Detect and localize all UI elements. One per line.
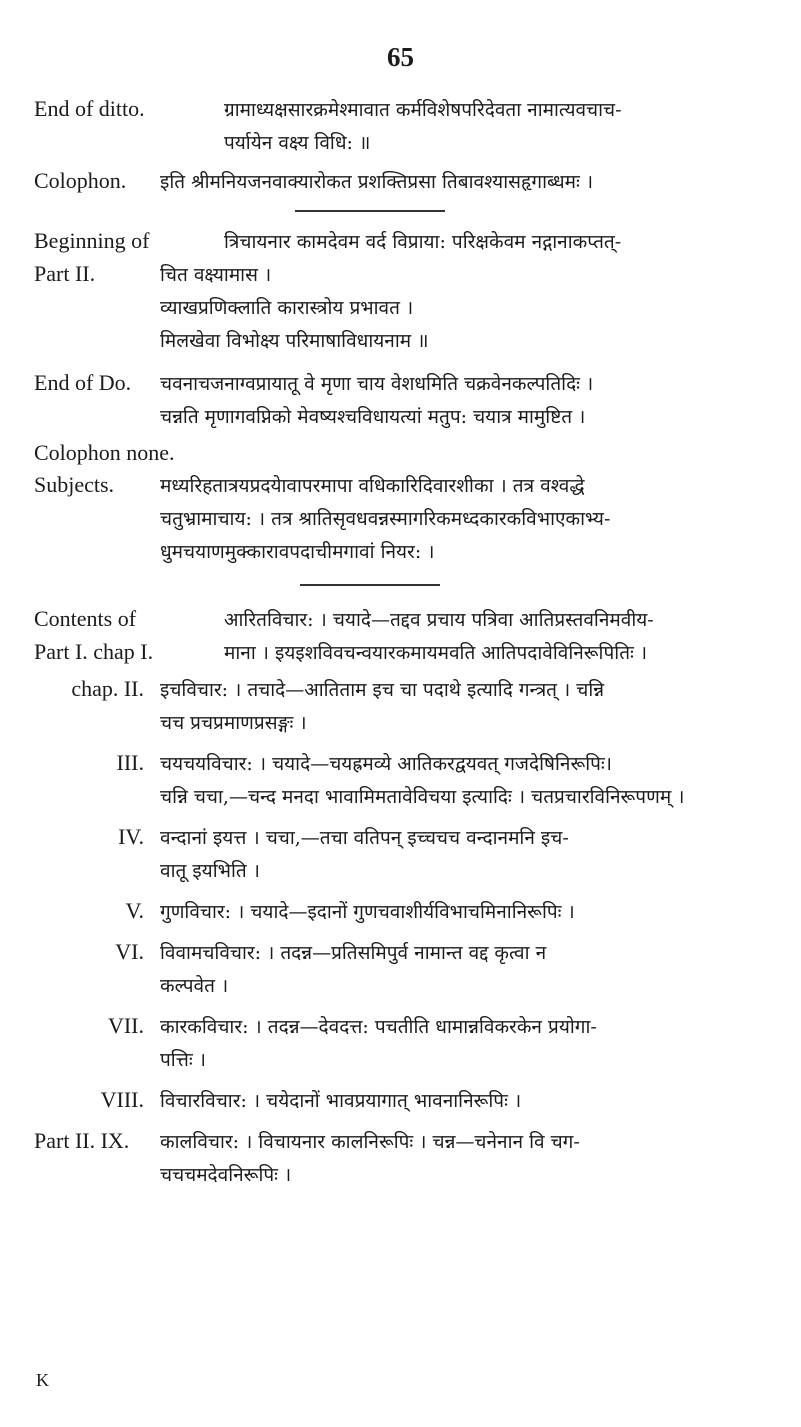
chapter-number: V. — [125, 898, 144, 923]
entry-label: Colophon. — [34, 168, 127, 193]
devanagari-line: चच प्रचप्रमाणप्रसङ्गः । — [160, 712, 307, 734]
section-divider — [295, 210, 445, 212]
chapter-entry — [34, 1085, 779, 1118]
devanagari-line: चन्नि चचा,—चन्द मनदा भावामिमतावेविचया इत्यादिः । चतप्रचारविनिरूपणम् । — [160, 786, 685, 808]
devanagari-line: पर्यायेन वक्ष्य विधि: ॥ — [224, 132, 371, 154]
chapter-entry — [34, 1011, 779, 1044]
devanagari-line: कालविचार: । विचायनार कालनिरूपिः । चन्न—चनेनान वि चग- — [160, 1131, 580, 1153]
chapter-number: III. — [116, 750, 144, 775]
devanagari-line: चयचयविचार: । चयादे—चयह्रमव्ये आतिकरद्वयवत् गजदेषिनिरूपिः। — [160, 753, 612, 775]
devanagari-line: व्याखप्रणिक्लाति कारास्त्रोय प्रभावत । — [160, 297, 414, 319]
end-of-do-entry — [34, 368, 779, 434]
colophon-entry — [34, 166, 779, 199]
entry-label: Part II. — [34, 261, 96, 286]
devanagari-line: गुणविचार: । चयादे—इदानों गुणचवाशीर्यविभाचमिनानिरूपिः । — [160, 901, 575, 923]
devanagari-line: वन्दानां इयत्त । चचा,—तचा वतिपन् इच्चचच वन्दानमनि इच- — [160, 827, 569, 849]
devanagari-line: मध्यरिहतात्रयप्रदयेावापरमापा वधिकारिदिवारशीका । तत्र वश्वद्धे — [160, 475, 585, 497]
devanagari-line: मिलखेवा विभोक्ष्य परिमाषाविधायनाम ॥ — [160, 330, 429, 352]
devanagari-line: कल्पवेत । — [160, 975, 229, 997]
entry-label: Part II. IX. — [34, 1128, 130, 1153]
entry-label: Colophon none. — [34, 440, 175, 465]
chapter-entry — [34, 937, 779, 970]
entry-label: Part I. chap I. — [34, 639, 154, 664]
page-number: 65 — [387, 42, 414, 72]
signature-mark: K — [36, 1370, 49, 1390]
devanagari-line: इचविचार: । तचादे—आतिताम इच चा पदाथे इत्यादि गन्त्रत् । चन्नि — [160, 679, 605, 701]
devanagari-line: माना । इयइशविवचन्वयारकमायमवति आतिपदावेविनिरूपितिः । — [224, 642, 648, 664]
devanagari-line: विवामचविचार: । तदन्न—प्रतिसमिपुर्व नामान्त वद्द कृत्वा न — [160, 942, 547, 964]
colophon-none-entry — [34, 438, 779, 468]
chapter-number: chap. II. — [71, 676, 144, 701]
contents-entry — [34, 604, 779, 1192]
entry-label: End of Do. — [34, 370, 132, 395]
devanagari-line: आरितविचार: । चयादे—तद्दव प्रचाय पत्रिवा आतिप्रस्तवनिमवीय- — [224, 609, 654, 631]
chapter-number: VII. — [107, 1013, 144, 1038]
subjects-entry — [34, 470, 779, 569]
devanagari-line: धुमचयाणमुक्कारावपदाचीमगावां नियर: । — [160, 541, 435, 563]
end-of-ditto-entry — [34, 94, 779, 160]
chapter-number: VIII. — [100, 1087, 144, 1112]
entry-label: End of ditto. — [34, 96, 145, 121]
chapter-entry — [34, 896, 779, 929]
devanagari-line: कारकविचार: । तदन्न—देवदत्त: पचतीति धामान्नविकरकेन प्रयोगा- — [160, 1016, 597, 1038]
beginning-entry — [34, 226, 779, 358]
entry-label: Subjects. — [34, 472, 115, 497]
chapter-entry — [34, 674, 779, 707]
devanagari-line: चतुभ्रामाचाय: । तत्र श्रातिसृवधवन्नस्मागरिकमध्दकारकविभाएकाभ्य- — [160, 508, 611, 530]
chapter-number: IV. — [118, 824, 144, 849]
part-two-entry — [34, 1126, 779, 1159]
devanagari-line: त्रिचायनार कामदेवम वर्द विप्राया: परिक्षकेवम नद्गानाकप्तत्- — [224, 231, 622, 253]
devanagari-line: चित वक्ष्यामास । — [160, 264, 272, 286]
devanagari-line: पत्तिः । — [160, 1049, 206, 1071]
section-divider — [300, 584, 440, 586]
chapter-entry — [34, 822, 779, 855]
entry-label: Beginning of — [34, 228, 150, 253]
devanagari-line: ग्रामाध्यक्षसारक्रमेश्मावात कर्मविशेषपरिदेवता नामात्यवचाच- — [224, 99, 622, 121]
devanagari-line: विचारविचार: । चयेदानों भावप्रयागात् भावनानिरूपिः । — [160, 1090, 522, 1112]
chapter-number: VI. — [115, 939, 144, 964]
chapter-entry — [34, 748, 779, 781]
devanagari-line: चचचमदेवनिरूपिः । — [160, 1164, 292, 1186]
devanagari-line: चन्नति मृणागवप्निको मेवष्यश्चविधायत्यां मतुप: चयात्र मामुष्टित । — [160, 406, 586, 428]
devanagari-line: वातू इयभिति । — [160, 860, 260, 882]
entry-label: Contents of — [34, 606, 137, 631]
devanagari-line: चवनाचजनाग्वप्रायातू वे मृणा चाय वेशधमिति चक्रवेनकल्पतिदिः । — [160, 373, 594, 395]
devanagari-line: इति श्रीमनियजनवाक्यारोकत प्रशक्तिप्रसा तिबावश्यासहृगाब्धमः । — [160, 171, 594, 193]
